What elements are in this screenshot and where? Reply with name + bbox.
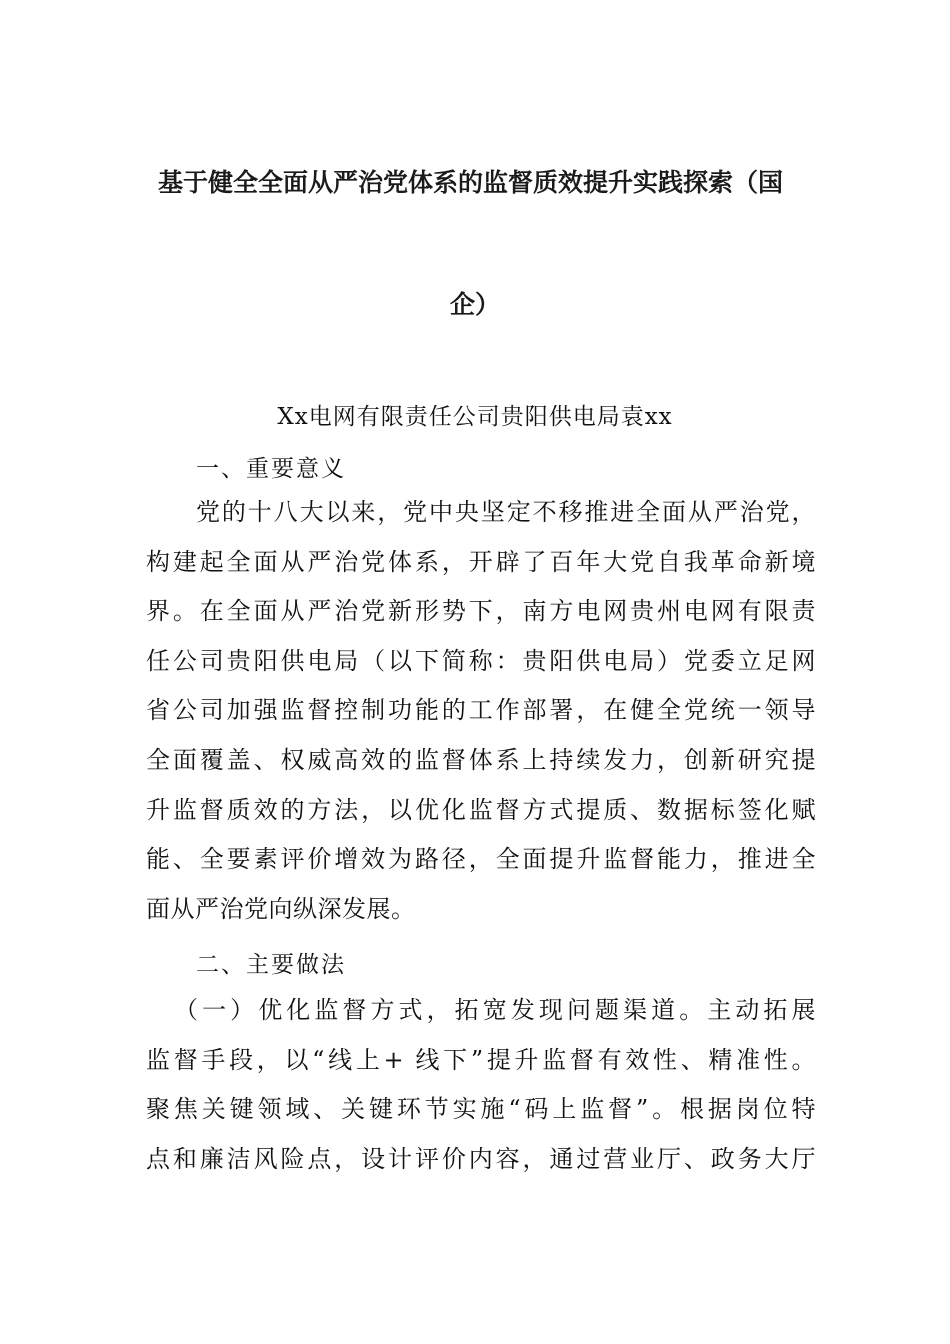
section-heading-2: 二、主要做法 (196, 952, 346, 978)
paragraph-line: 面从严治党向纵深发展。 (146, 894, 416, 923)
paragraph-line: 聚焦关键领域、关键环节实施“码上监督”。根据岗位特 (146, 1095, 816, 1124)
author-line: Xx电网有限责任公司贵阳供电局袁xx (277, 404, 673, 430)
document-title-line-1: 基于健全全面从严治党体系的监督质效提升实践探索（国 (158, 168, 784, 197)
paragraph-2 (146, 986, 816, 1184)
paragraph-line: 监督手段，以“线上+ 线下”提升监督有效性、精准性。 (146, 1045, 816, 1074)
paragraph-1 (146, 488, 816, 934)
paragraph-line: 构建起全面从严治党体系，开辟了百年大党自我革命新境 (146, 547, 816, 576)
paragraph-line: 界。在全面从严治党新形势下，南方电网贵州电网有限责 (146, 597, 816, 626)
paragraph-line: 能、全要素评价增效为路径，全面提升监督能力，推进全 (146, 845, 816, 874)
paragraph-line: 全面覆盖、权威高效的监督体系上持续发力，创新研究提 (146, 745, 816, 774)
paragraph-line: 点和廉洁风险点，设计评价内容，通过营业厅、政务大厅 (146, 1144, 816, 1173)
paragraph-line: 省公司加强监督控制功能的工作部署，在健全党统一领导 (146, 696, 816, 725)
paragraph-line: 党的十八大以来，党中央坚定不移推进全面从严治党， (196, 498, 816, 526)
section-heading-1: 一、重要意义 (196, 456, 346, 482)
paragraph-line: 任公司贵阳供电局（以下简称：贵阳供电局）党委立足网 (146, 646, 816, 675)
paragraph-line: （一）优化监督方式，拓宽发现问题渠道。主动拓展 (174, 996, 816, 1024)
paragraph-line: 升监督质效的方法，以优化监督方式提质、数据标签化赋 (146, 795, 816, 824)
document-title-line-2: 企） (450, 290, 501, 319)
